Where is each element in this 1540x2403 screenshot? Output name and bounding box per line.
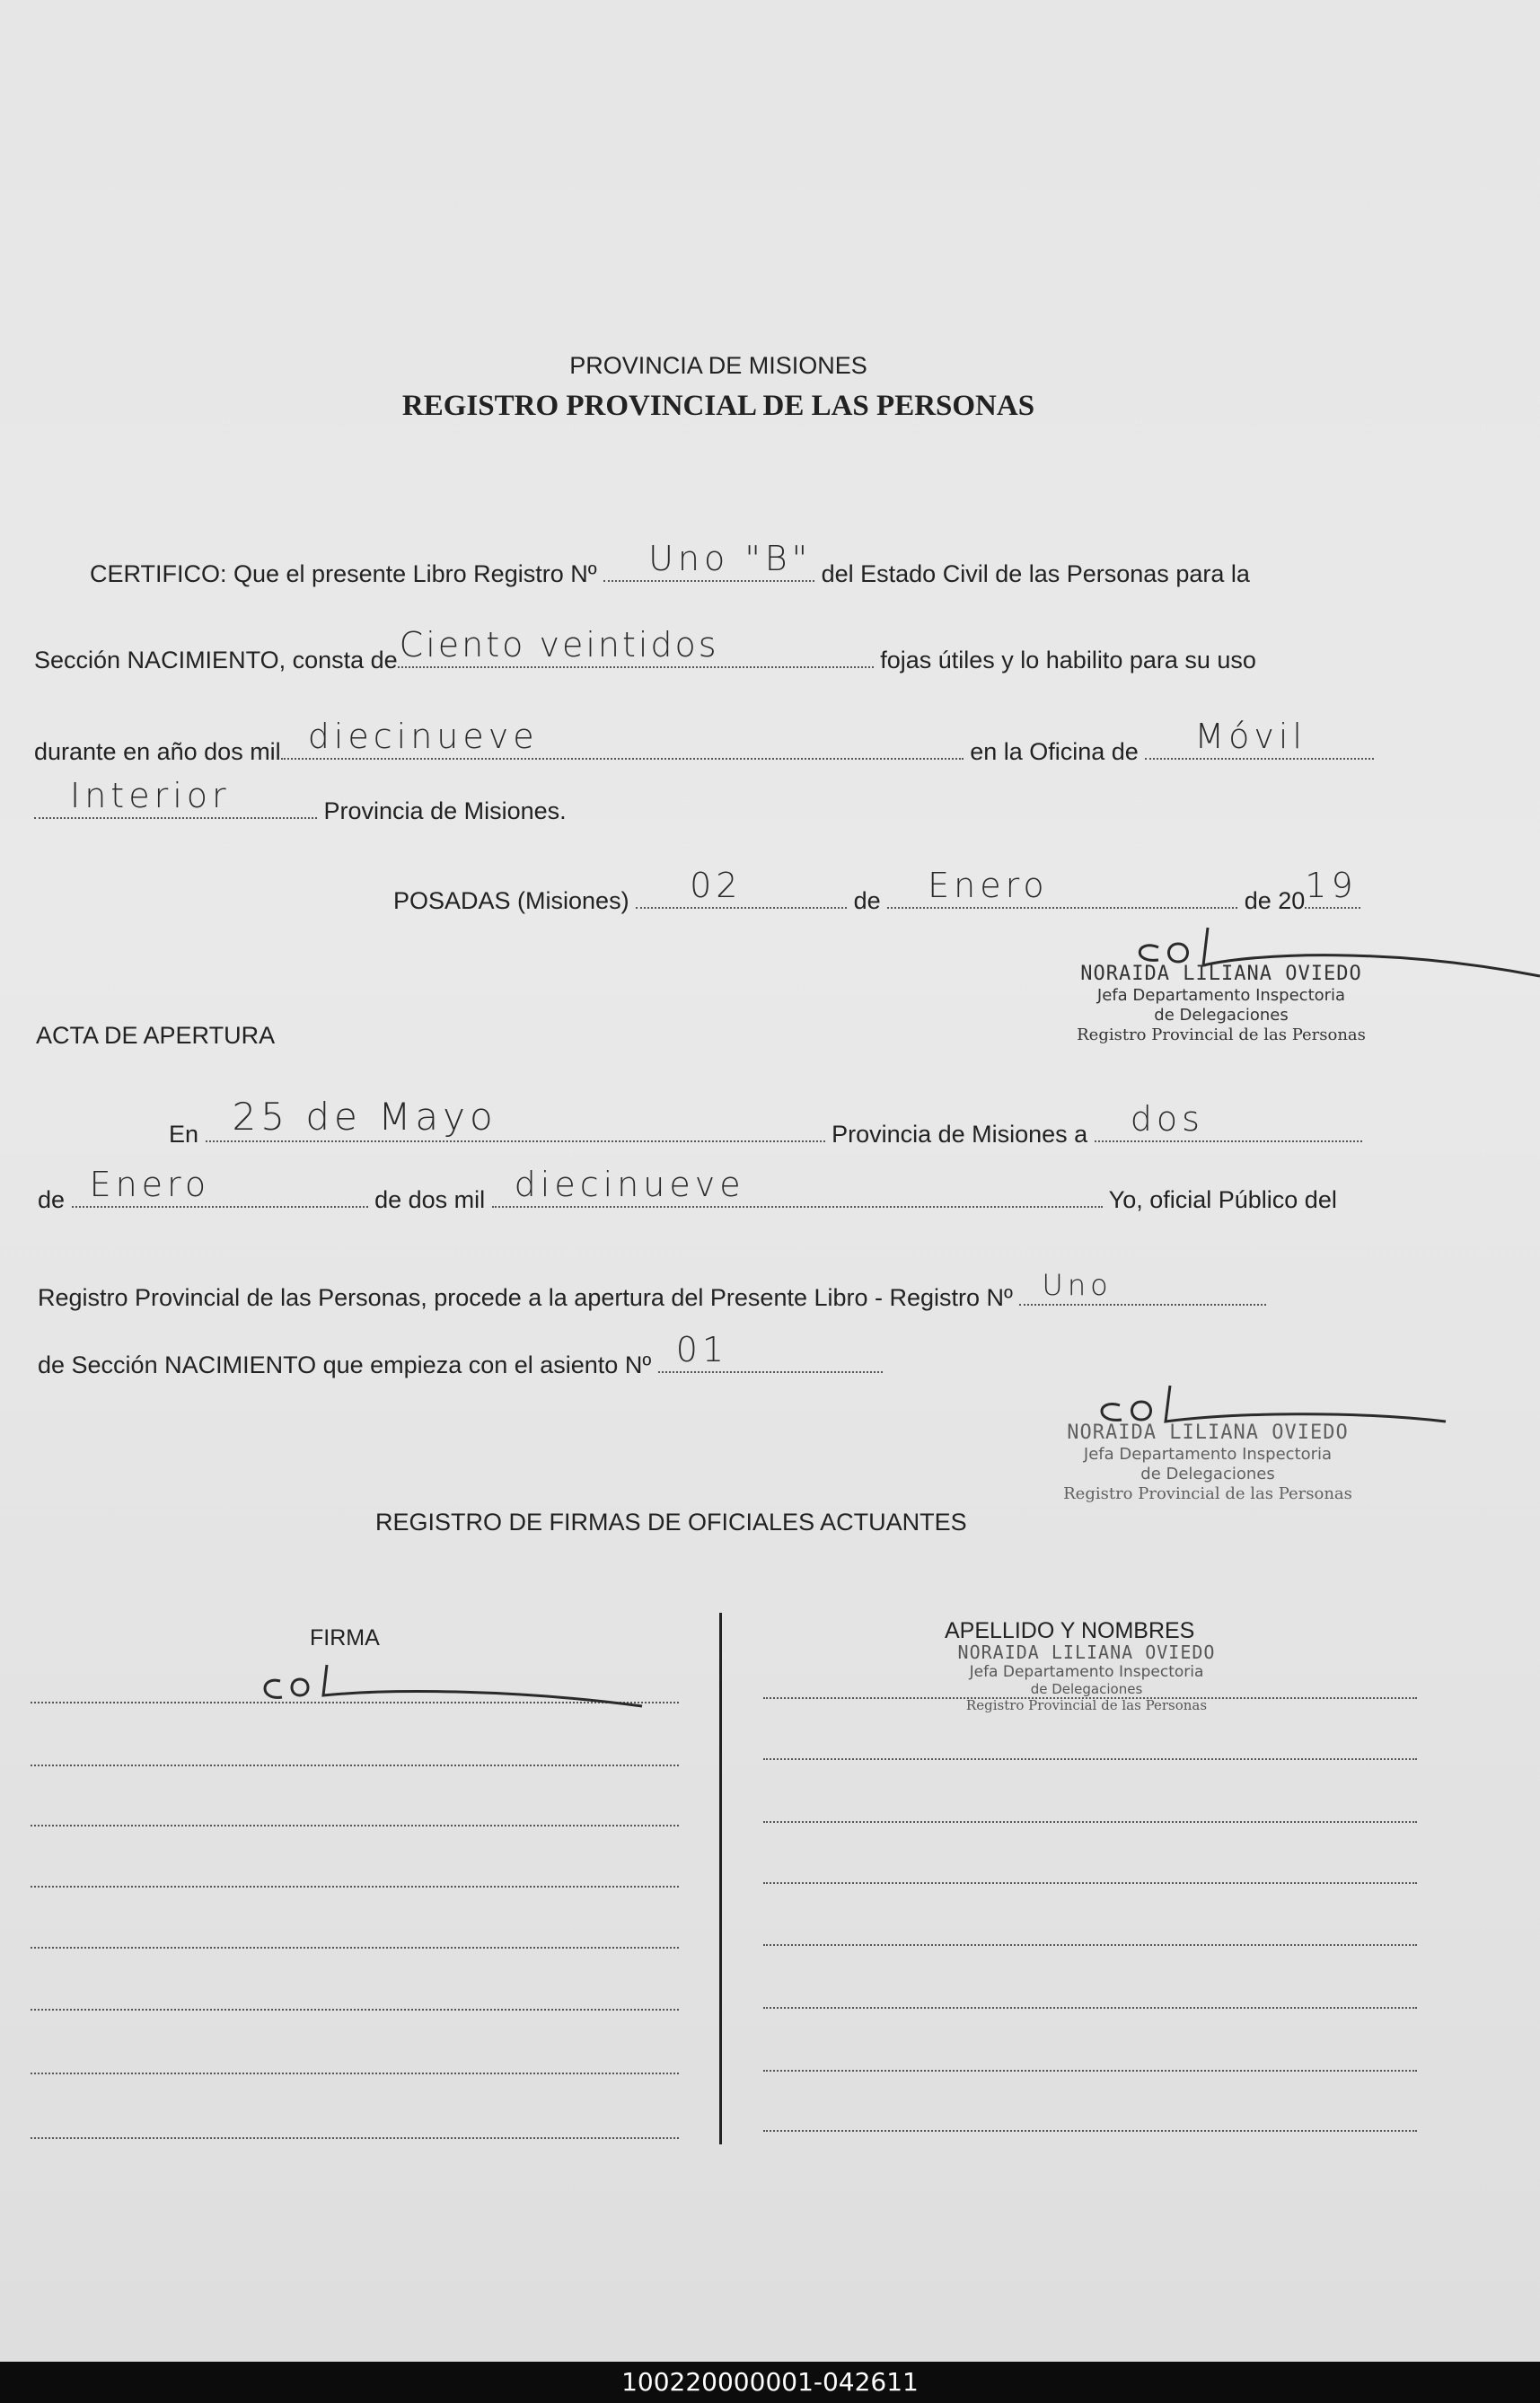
stamp-title: Jefa Departamento Inspectoria — [1083, 1445, 1333, 1465]
year-words-handwritten: diecinueve — [307, 717, 539, 756]
acta-year-handwritten: diecinueve — [514, 1165, 745, 1204]
province-heading: PROVINCIA DE MISIONES — [569, 352, 867, 379]
acta-registry-number-field — [1019, 1268, 1266, 1306]
acta-month-field — [72, 1165, 368, 1208]
acta-year-field — [492, 1165, 1103, 1208]
signatures-title: REGISTRO DE FIRMAS DE OFICIALES ACTUANTES — [375, 1509, 967, 1536]
nombres-line — [763, 2130, 1417, 2132]
official-stamp-3 — [952, 1642, 1221, 1713]
stamp-registry: Registro Provincial de las Personas — [1077, 1025, 1366, 1044]
year-words-field — [281, 717, 964, 760]
firma-line — [31, 1765, 679, 1766]
firma-line — [31, 1886, 679, 1888]
stamp-name: NORAIDA LILIANA OVIEDO — [1067, 1422, 1349, 1444]
acta-place-handwritten: 25 de Mayo — [232, 1095, 497, 1139]
column-header-firma: FIRMA — [310, 1625, 380, 1650]
stamp-department: de Delegaciones — [1030, 1681, 1143, 1698]
acta-day-field — [1095, 1099, 1362, 1142]
cert-line-2: Sección NACIMIENTO, consta de Ciento veintidos fojas útiles y lo habilito para su uso — [34, 625, 1256, 673]
acta-month-handwritten: Enero — [89, 1165, 211, 1204]
acta-day-handwritten: dos — [1130, 1099, 1204, 1139]
document-id-footer: 100220000001-042611 — [0, 2362, 1540, 2403]
stamp-department: de Delegaciones — [1140, 1464, 1275, 1483]
signature-3 — [251, 1659, 647, 1713]
office-continued-field — [34, 776, 317, 819]
firma-line — [31, 1825, 679, 1826]
stamp-registry: Registro Provincial de las Personas — [965, 1697, 1208, 1714]
date-year-field — [1305, 866, 1360, 909]
book-number-handwritten: Uno "B" — [648, 539, 813, 578]
acta-entry-number-handwritten: 01 — [675, 1330, 729, 1369]
acta-line-3: Registro Provincial de las Personas, procede a la apertura del Presente Libro - Registro Nº Uno — [38, 1284, 1266, 1312]
official-stamp-1 — [1060, 963, 1383, 1044]
office-continued-handwritten: Interior — [70, 776, 231, 815]
acta-line-2: de Enero de dos mil diecinueve Yo, oficial Público del — [38, 1165, 1337, 1213]
acta-title: ACTA DE APERTURA — [36, 1022, 276, 1049]
stamp-title: Jefa Departamento Inspectoria — [969, 1663, 1204, 1681]
pages-count-handwritten: Ciento veintidos — [399, 625, 719, 665]
nombres-line — [763, 1882, 1417, 1884]
column-divider — [719, 1613, 722, 2144]
nombres-line — [763, 2070, 1417, 2072]
cert-line-1: CERTIFICO: Que el presente Libro Registro Nº Uno "B" del Estado Civil de las Personas para la — [90, 539, 1250, 587]
date-year-handwritten: 19 — [1305, 866, 1358, 905]
nombres-line — [763, 1821, 1417, 1823]
acta-line-4: de Sección NACIMIENTO que empieza con el asiento Nº 01 — [38, 1351, 883, 1379]
stamp-title: Jefa Departamento Inspectoria — [1096, 986, 1346, 1006]
stamp-name: NORAIDA LILIANA OVIEDO — [957, 1642, 1216, 1663]
official-stamp-2 — [1055, 1422, 1360, 1503]
cert-line-3: durante en año dos mil diecinueve en la Oficina de Móvil — [34, 738, 1374, 766]
cert-line-4: Interior Provincia de Misiones. — [34, 797, 567, 825]
date-day-field — [636, 866, 847, 909]
firma-line — [31, 1947, 679, 1949]
stamp-department: de Delegaciones — [1154, 1005, 1289, 1025]
acta-registry-number-handwritten: Uno — [1042, 1268, 1113, 1302]
stamp-name: NORAIDA LILIANA OVIEDO — [1080, 963, 1362, 985]
book-number-field — [603, 539, 814, 582]
column-header-nombres: APELLIDO Y NOMBRES — [945, 1618, 1195, 1643]
registry-heading: REGISTRO PROVINCIAL DE LAS PERSONAS — [401, 390, 1035, 422]
stamp-registry: Registro Provincial de las Personas — [1063, 1483, 1352, 1503]
office-handwritten: Móvil — [1194, 717, 1307, 756]
firma-line — [31, 2009, 679, 2011]
firma-line — [31, 2137, 679, 2139]
date-month-handwritten: Enero — [928, 866, 1049, 905]
firma-line — [31, 2073, 679, 2074]
office-field — [1145, 717, 1374, 760]
nombres-line — [763, 1944, 1417, 1946]
date-month-field — [887, 866, 1237, 909]
acta-line-1: En 25 de Mayo Provincia de Misiones a dos — [169, 1121, 1362, 1149]
acta-entry-number-field — [658, 1330, 883, 1373]
nombres-line — [763, 2007, 1417, 2009]
date-line: POSADAS (Misiones) 02 de Enero de 20 19 — [393, 887, 1360, 915]
nombres-line — [763, 1758, 1417, 1760]
date-day-handwritten: 02 — [690, 866, 743, 905]
pages-count-field — [398, 625, 874, 668]
